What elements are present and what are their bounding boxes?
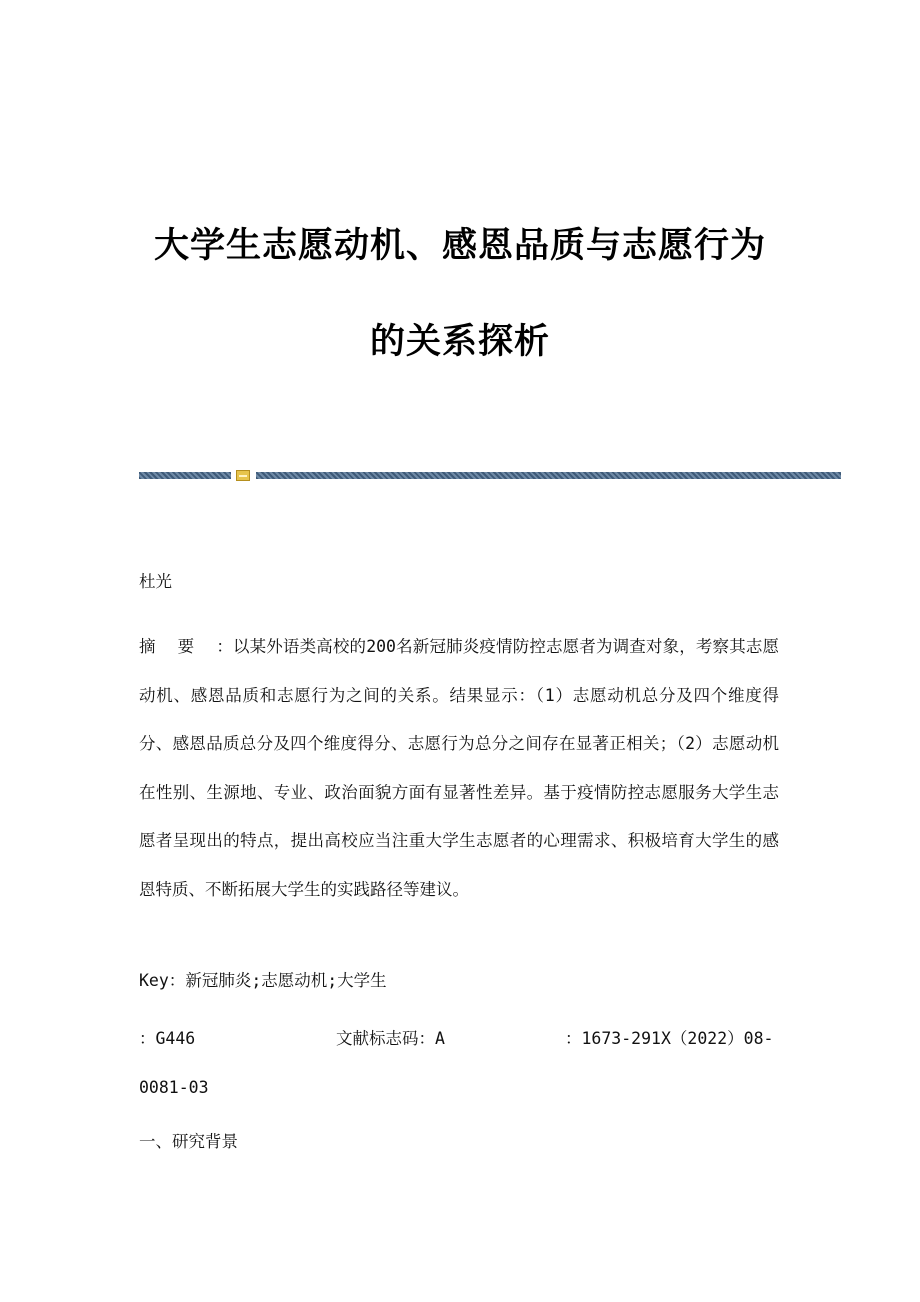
abstract-text: 以某外语类高校的200名新冠肺炎疫情防控志愿者为调查对象，考察其志愿动机、感恩品质和志愿行为之间的关系。结果显示：（1）志愿动机总分及四个维度得分、感恩品质总分及四个维度得分、志愿行为总分之间存在显著正相关；（2）志愿动机在性别、生源地、专业、政治面貌方面有显著性差异。基于疫情防控志愿服务大学生志愿者呈现出的特点，提出高校应当注重大学生志愿者的心理需求、积极培育大学生的感恩特质、不断拓展大学生的实践路径等建议。 <box>139 637 780 899</box>
title-line-2: 的关系探析 <box>369 322 550 362</box>
divider-emblem-icon <box>236 470 250 481</box>
author-name: 杜光 <box>139 572 172 591</box>
abstract-paragraph <box>139 623 779 914</box>
abstract-label: 摘要 <box>139 637 217 656</box>
keywords-text: 新冠肺炎;志愿动机;大学生 <box>185 971 387 990</box>
section-heading: 一、研究背景 <box>139 1132 238 1151</box>
keywords-label: Key： <box>139 971 186 990</box>
keywords-line <box>139 969 779 993</box>
divider-bar-right <box>256 472 841 479</box>
title-line-1: 大学生志愿动机、感恩品质与志愿行为 <box>153 226 766 266</box>
article-number-part1: ：1673-291X（2022）08- <box>565 1029 774 1048</box>
divider-bar-left <box>139 472 231 479</box>
classification-number: ：G446 <box>139 1029 196 1048</box>
document-code: 文献标志码：A <box>336 1029 445 1048</box>
title-divider <box>139 470 841 480</box>
metadata-line <box>139 1027 779 1051</box>
abstract-separator: ： <box>216 637 233 656</box>
article-number-part2: 0081-03 <box>139 1078 209 1097</box>
